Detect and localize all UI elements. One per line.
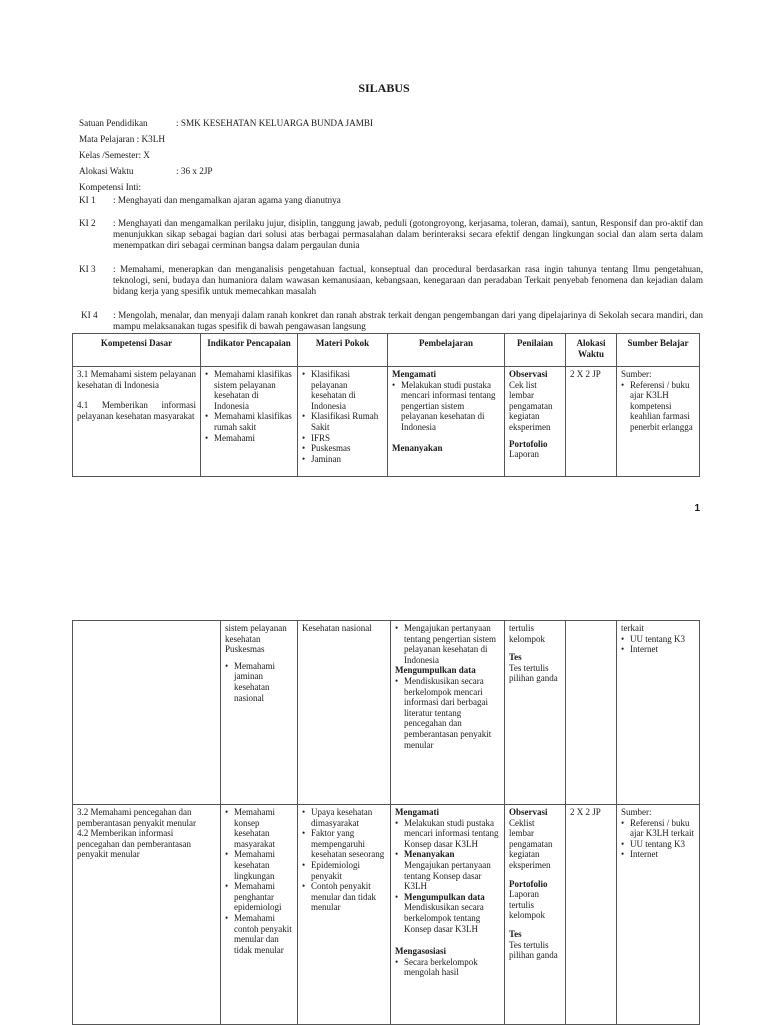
- ki3-label: KI 3: [79, 264, 96, 274]
- list-item: • Memahami kesehatan lingkungan: [234, 849, 293, 881]
- header-penilaian: Penilaian: [505, 334, 566, 367]
- assessment-text: Ceklist lembar pengamatan kegiatan eksperimen: [509, 817, 553, 870]
- list-item: • Internet: [630, 849, 695, 860]
- ki1-text: : Menghayati dan mengamalkan ajaran agama yang dianutnya: [113, 195, 341, 205]
- list-item: • Epidemiologi penyakit: [311, 860, 386, 881]
- syllabus-table-part2: [72, 620, 700, 1025]
- identity-value: : K3LH: [136, 134, 165, 144]
- syllabus-table-part1: [72, 333, 700, 477]
- list-item: • Memahami jaminan kesehatan nasional: [234, 661, 293, 703]
- assessment-heading: Observasi: [509, 369, 548, 379]
- list-item: • Memahami contoh penyakit menular dan tidak menular: [234, 913, 293, 955]
- table-header-row: [73, 334, 700, 367]
- list-item: • Upaya kesehatan dimasyarakat: [311, 807, 386, 828]
- source-heading: Sumber:: [621, 369, 652, 379]
- penilaian-cell: [505, 367, 566, 477]
- sumber-cell: [617, 805, 700, 1025]
- kd-item: 4.1 Memberikan informasi pelayanan kesehatan masyarakat: [77, 400, 196, 421]
- list-item: • UU tentang K3: [630, 634, 695, 645]
- activity-heading: Mengamati: [392, 369, 436, 379]
- assessment-text: tertulis kelompok: [509, 623, 545, 644]
- list-item: • UU tentang K3: [630, 839, 695, 850]
- activity-heading: Mengumpulkan data: [404, 891, 485, 902]
- header-alokasi: Alokasi Waktu: [566, 334, 617, 367]
- list-item: • Jaminan: [311, 454, 383, 465]
- assessment-text: Tes tertulis pilihan ganda: [509, 662, 558, 684]
- assessment-heading: Tes: [509, 652, 522, 663]
- list-item: • Internet: [630, 644, 695, 655]
- table-row: [73, 367, 700, 477]
- ki4-text: : Mengolah, menalar, dan menyaji dalam ranah konkret dan ranah abstrak terkait dengan pengembangan dari yang dipelajarinya di Sekolah secara mandiri, dan mampu melaksanakan tugas spesifik di bawah pengawasan langsung: [113, 310, 703, 331]
- identity-subject: [79, 134, 165, 145]
- identity-label: Mata Pelajaran: [79, 134, 135, 144]
- activity-heading: Menanyakan: [392, 442, 443, 453]
- list-item: • Memahami konsep kesehatan masyarakat: [234, 807, 293, 849]
- activity-heading: Mengumpulkan data: [395, 665, 476, 676]
- activity-text: Mengajukan pertanyaan tentang Konsep dasar K3LH: [404, 859, 491, 892]
- pembelajaran-cell: [391, 805, 505, 1025]
- pembelajaran-cell: [388, 367, 505, 477]
- kd-cell: [73, 367, 201, 477]
- identity-school: [79, 118, 148, 129]
- list-item: • Klasifikasi pelayanan kesehatan di Indonesia: [311, 369, 383, 411]
- indikator-cell: [221, 621, 298, 805]
- list-item: • Referensi / buku ajar K3LH terkait: [630, 818, 695, 839]
- list-item: [404, 892, 500, 934]
- page-title: SILABUS: [358, 81, 410, 95]
- identity-time-value: : 36 x 2JP: [176, 166, 213, 176]
- sumber-cell: [617, 621, 700, 805]
- kd-item: 3.2 Memahami pencegahan dan pemberantasan penyakit menular: [77, 807, 196, 828]
- identity-class: [79, 150, 150, 161]
- identity-value: : X: [138, 150, 150, 160]
- penilaian-cell: [505, 621, 566, 805]
- page-number: 1: [694, 503, 700, 514]
- list-item: • Melakukan studi pustaka mencari informasi tentang Konsep dasar K3LH: [404, 818, 500, 850]
- indikator-continued: sistem pelayanan kesehatan Puskesmas: [225, 623, 287, 655]
- materi-cell: [298, 367, 388, 477]
- list-item: • Mendiskusikan secara berkelompok mencari informasi dari berbagai literatur tentang pencegahan dan pemberantasan penyakit menular: [404, 676, 500, 750]
- materi-cell: [298, 805, 391, 1025]
- indikator-cell: [221, 805, 298, 1025]
- assessment-text: Cek list lembar pengamatan kegiatan eksperimen: [509, 379, 553, 432]
- source-heading: Sumber:: [621, 807, 652, 817]
- pembelajaran-cell: [391, 621, 505, 805]
- list-item: • Memahami: [214, 433, 293, 444]
- list-item: • Secara berkelompok mengolah hasil: [404, 957, 500, 978]
- indikator-cell: [201, 367, 298, 477]
- table-row: [73, 621, 700, 805]
- list-item: • Melakukan studi pustaka mencari informasi tentang pengertian sistem pelayanan kesehatan di Indonesia: [401, 380, 500, 433]
- identity-label: Kelas /Semester: [79, 150, 139, 160]
- assessment-heading: Observasi: [509, 807, 548, 817]
- header-sumber: Sumber Belajar: [617, 334, 700, 367]
- assessment-heading: Portofolio: [509, 438, 548, 449]
- list-item: • Memahami penghantar epidemiologi: [234, 881, 293, 913]
- header-indikator: Indikator Pencapaian: [201, 334, 298, 367]
- table-row: [73, 805, 700, 1025]
- alokasi-cell: [566, 621, 617, 805]
- activity-heading: Mengasosiasi: [395, 946, 447, 957]
- materi-cell: Kesehatan nasional: [298, 621, 391, 805]
- kd-item: 3.1 Memahami sistem pelayanan kesehatan di Indonesia: [77, 369, 196, 390]
- assessment-text: Laporan: [509, 449, 539, 460]
- list-item: • Referensi / buku ajar K3LH kompetensi keahlian farmasi penerbit erlangga: [630, 380, 695, 433]
- header-materi: Materi Pokok: [298, 334, 388, 367]
- ki1-label: KI 1: [79, 195, 96, 205]
- list-item: • IFRS: [311, 433, 383, 444]
- alokasi-cell: 2 X 2 JP: [566, 367, 617, 477]
- ki4-label: KI 4: [81, 310, 98, 320]
- activity-heading: Mengamati: [395, 807, 439, 817]
- activity-text: Mendiskusikan secara berkelompok tentang Konsep dasar K3LH: [404, 902, 484, 934]
- list-item: • Memahami klasifikas sistem pelayanan kesehatan di Indonesia: [214, 369, 293, 411]
- list-item: [404, 849, 500, 891]
- list-item: • Mengajukan pertanyaan tentang pengertian sistem pelayanan kesehatan di Indonesia: [404, 623, 500, 665]
- ki2-text: : Menghayati dan mengamalkan perilaku jujur, disiplin, tanggung jawab, peduli (gotongroyong, kerjasama, toleran, damai), santun, Responsif dan pro-aktif dan menunjukkan sikap sebagai bagian dari solusi atas berbagai permasalahan dalam berinteraksi secara efektif dengan lingkungan social dan alam serta dalam menempatkan diri sebagai cerminan bangsa dalam pergaulan dunia: [113, 218, 703, 250]
- header-pembelajaran: Pembelajaran: [388, 334, 505, 367]
- kd-cell: [73, 805, 221, 1025]
- list-item: • Klasifikasi Rumah Sakit: [311, 411, 383, 432]
- identity-time-label: Alokasi Waktu: [79, 166, 134, 176]
- source-continued: terkait: [621, 623, 644, 633]
- activity-heading: Menanyakan: [404, 849, 455, 860]
- list-item: • Contoh penyakit menular dan tidak menular: [311, 881, 386, 913]
- sumber-cell: [617, 367, 700, 477]
- ki2-label: KI 2: [79, 218, 96, 228]
- assessment-heading: Tes: [509, 928, 522, 939]
- assessment-text: Tes tertulis pilihan ganda: [509, 939, 558, 961]
- header-kd: Kompetensi Dasar: [73, 334, 201, 367]
- alokasi-cell: 2 X 2 JP: [566, 805, 617, 1025]
- list-item: • Puskesmas: [311, 443, 383, 454]
- penilaian-cell: [505, 805, 566, 1025]
- ki3-text: : Memahami, menerapkan dan menganalisis pengetahuan factual, konseptual dan procedural berdasarkan rasa ingin tahunya tentang Ilmu pengetahuan, teknologi, seni, budaya dan humaniora dalam wawasan kemanusiaan, kebangsaan, kenegaraan dan peradaban Terkait penyebab fenomena dan kejadian dalam bidang kerja yang spesifik untuk memecahkan masalah: [113, 264, 703, 296]
- list-item: • Memahami klasifikas rumah sakit: [214, 411, 293, 432]
- kd-cell: [73, 621, 221, 805]
- identity-school-value: : SMK KESEHATAN KELUARGA BUNDA JAMBI: [176, 118, 374, 128]
- assessment-heading: Portofolio: [509, 878, 548, 889]
- list-item: • Faktor yang mempengaruhi kesehatan seseorang: [311, 828, 386, 860]
- ki-heading: Kompetensi Inti:: [79, 182, 142, 192]
- identity-label: Satuan Pendidikan: [79, 118, 148, 128]
- assessment-text: Laporan tertulis kelompok: [509, 889, 545, 921]
- kd-item: 4.2 Memberikan informasi pencegahan dan pemberantasan penyakit menular: [77, 828, 191, 860]
